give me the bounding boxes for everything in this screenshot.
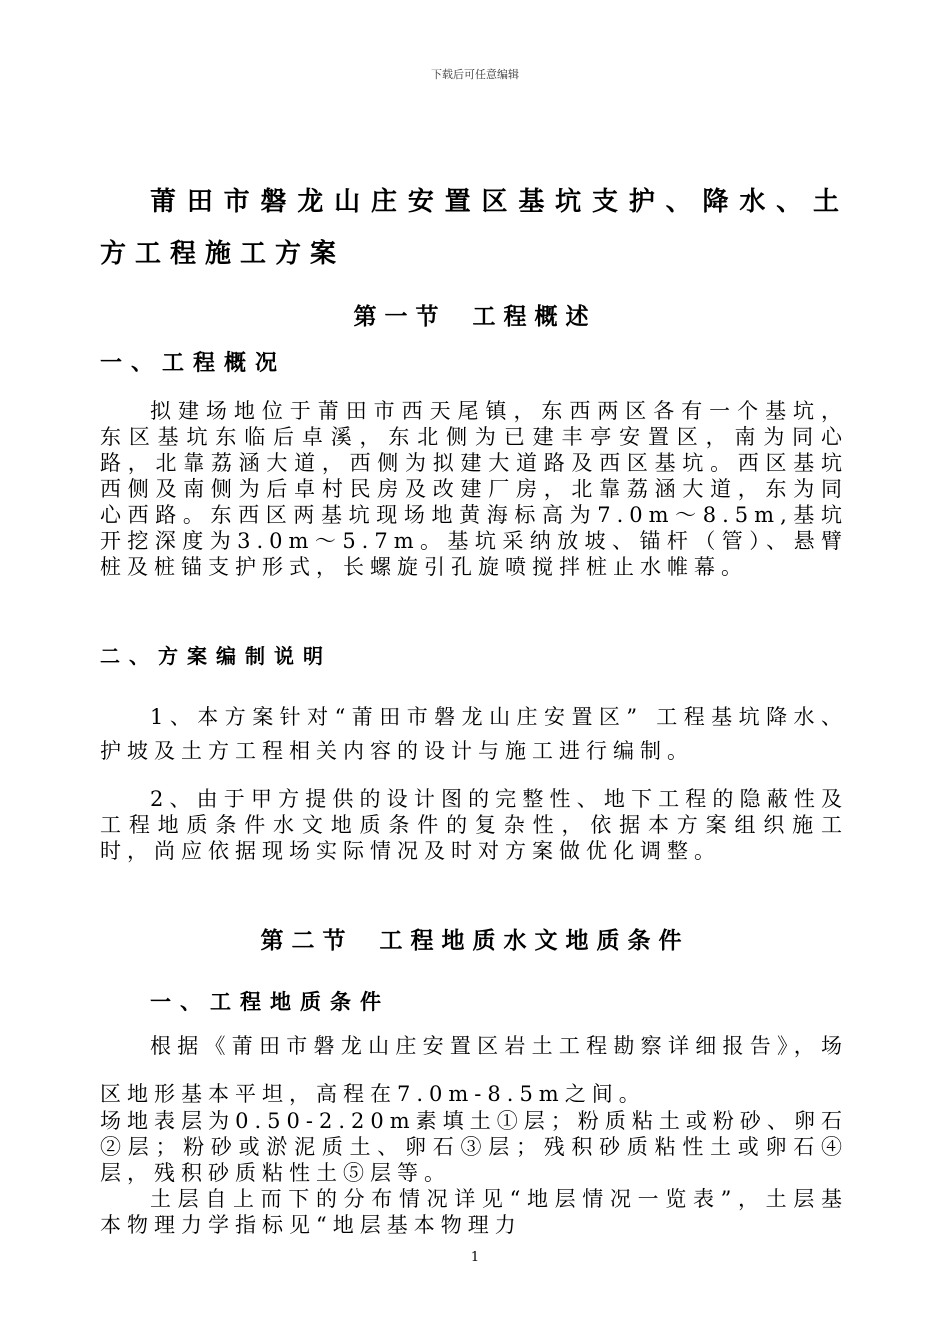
page-header-note: 下载后可任意编辑 bbox=[431, 68, 519, 81]
subheading-geology-conditions: 一、工程地质条件 bbox=[150, 990, 390, 1014]
section-number: 第一节 bbox=[353, 304, 447, 330]
document-title: 莆田市磐龙山庄安置区基坑支护、降水、土方工程施工方案 bbox=[100, 187, 848, 269]
section-heading-overview bbox=[0, 298, 950, 331]
section-number: 第二节 bbox=[260, 928, 354, 954]
paragraph-geology-report: 根据《莆田市磐龙山庄安置区岩土工程勘察详细报告》，场区地形基本平坦，高程在7.0m-8.5m之间。 bbox=[100, 1034, 848, 1106]
page-number: 1 bbox=[470, 1250, 480, 1265]
subheading-plan-notes: 二、方案编制说明 bbox=[100, 644, 332, 668]
paragraph-project-overview: 拟建场地位于莆田市西天尾镇，东西两区各有一个基坑，东区基坑东临后卓溪，东北侧为已建丰亭安置区，南为同心路，北靠荔涵大道，西侧为拟建大道路及西区基坑。西区基坑西侧及南侧为后卓村民房及改建厂房，北靠荔涵大道，东为同心西路。东西区两基坑现场地黄海标高为7.0m～8.5m,基坑开挖深度为3.0m～5.7m。基坑采纳放坡、锚杆（管）、悬臂桩及桩锚支护形式，长螺旋引孔旋喷搅拌桩止水帷幕。 bbox=[100, 399, 848, 579]
paragraph-soil-layers: 场地表层为0.50-2.20m素填土①层；粉质粘土或粉砂、卵石②层；粉砂或淤泥质土、卵石③层；残积砂质粘性土或卵石④层，残积砂质粘性土⑤层等。 bbox=[100, 1109, 848, 1185]
section-heading-geology bbox=[0, 922, 950, 955]
subheading-project-overview: 一、工程概况 bbox=[100, 351, 287, 376]
section-title: 工程概述 bbox=[472, 304, 597, 330]
paragraph-plan-note-1: 1、本方案针对“莆田市磐龙山庄安置区” 工程基坑降水、护坡及土方工程相关内容的设计与施工进行编制。 bbox=[100, 705, 848, 763]
paragraph-soil-distribution: 土层自上而下的分布情况详见“地层情况一览表”，土层基本物理力学指标见“地层基本物理力 bbox=[100, 1187, 848, 1237]
paragraph-plan-note-2: 2、由于甲方提供的设计图的完整性、地下工程的隐蔽性及工程地质条件水文地质条件的复杂性，依据本方案组织施工时，尚应依据现场实际情况及时对方案做优化调整。 bbox=[100, 787, 848, 863]
section-title: 工程地质水文地质条件 bbox=[379, 928, 690, 954]
